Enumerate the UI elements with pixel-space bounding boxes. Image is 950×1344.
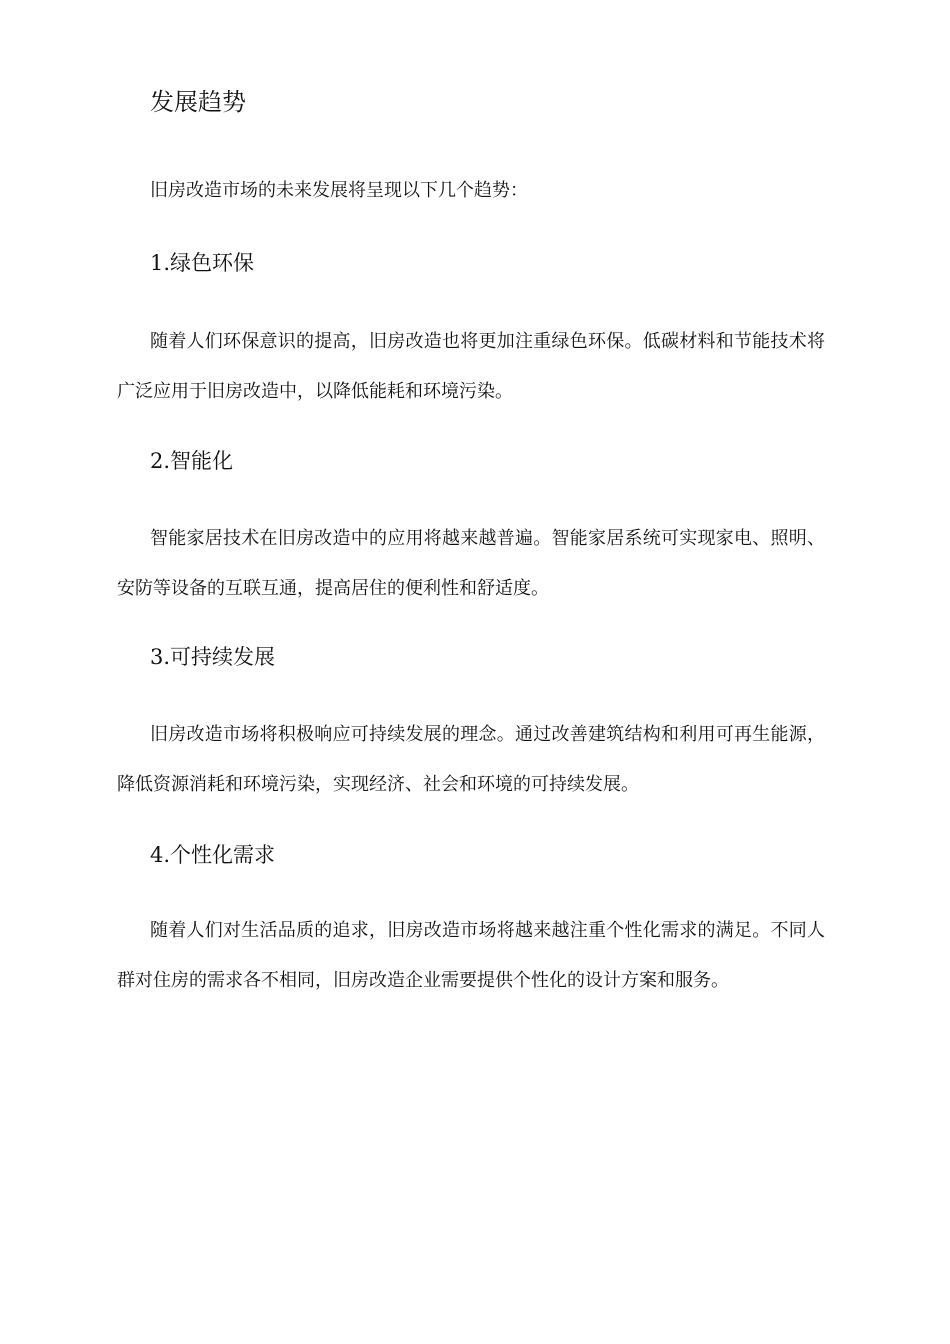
section-body-green: 随着人们环保意识的提高，旧房改造也将更加注重绿色环保。低碳材料和节能技术将广泛应用于旧房改造中，以降低能耗和环境污染。 [117, 331, 825, 402]
section-heading-sustainable: 3.可持续发展 [150, 645, 276, 669]
section-body-sustainable: 旧房改造市场将积极响应可持续发展的理念。通过改善建筑结构和利用可再生能源，降低资源消耗和环境污染，实现经济、社会和环境的可持续发展。 [117, 724, 825, 795]
section-heading-smart: 2.智能化 [150, 449, 234, 473]
section-body-smart: 智能家居技术在旧房改造中的应用将越来越普遍。智能家居系统可实现家电、照明、安防等设备的互联互通，提高居住的便利性和舒适度。 [117, 528, 825, 599]
document-title: 发展趋势 [150, 88, 246, 116]
intro-paragraph: 旧房改造市场的未来发展将呈现以下几个趋势： [150, 180, 528, 201]
section-heading-personalized: 4.个性化需求 [150, 843, 276, 867]
section-body-personalized: 随着人们对生活品质的追求，旧房改造市场将越来越注重个性化需求的满足。不同人群对住房的需求各不相同，旧房改造企业需要提供个性化的设计方案和服务。 [117, 920, 825, 991]
section-heading-green: 1.绿色环保 [150, 251, 255, 275]
